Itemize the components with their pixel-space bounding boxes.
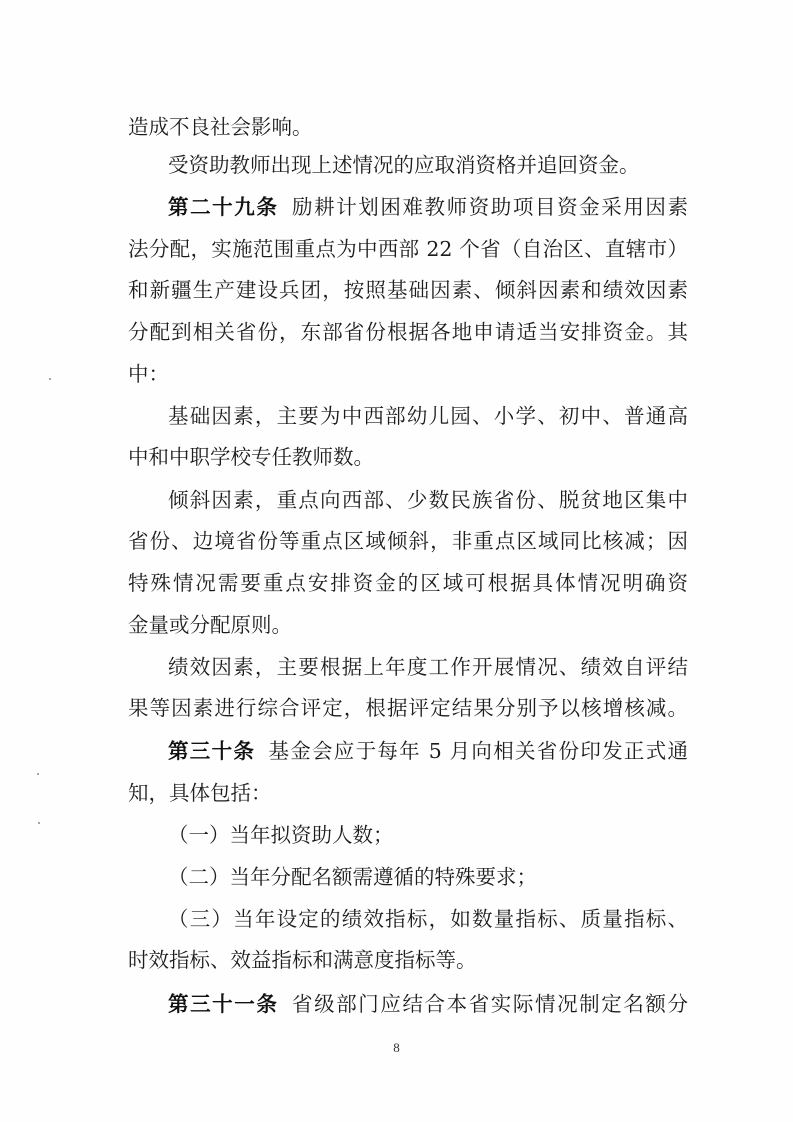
list-item: （三）当年设定的绩效指标，如数量指标、质量指标、 bbox=[168, 907, 688, 931]
text-line: 绩效因素，主要根据上年度工作开展情况、绩效自评结 bbox=[168, 655, 688, 679]
text-line: 造成不良社会影响。 bbox=[128, 115, 313, 139]
article-29-line bbox=[168, 193, 688, 221]
text-line: 受资助教师出现上述情况的应取消资格并追回资金。 bbox=[168, 153, 640, 177]
text-line: 果等因素进行综合评定，根据评定结果分别予以核增核减。 bbox=[128, 696, 688, 720]
text-line: 和新疆生产建设兵团，按照基础因素、倾斜因素和绩效因素 bbox=[128, 278, 688, 302]
article-29-heading: 第二十九条 bbox=[168, 195, 279, 219]
article-30-line bbox=[168, 737, 688, 765]
text-line: 分配到相关省份，东部省份根据各地申请适当安排资金。其 bbox=[128, 320, 688, 344]
text-line: 省份、边境省份等重点区域倾斜，非重点区域同比核减；因 bbox=[128, 529, 688, 553]
page-number: 8 bbox=[393, 1040, 400, 1055]
text-line: 中： bbox=[128, 362, 169, 386]
text-line: 特殊情况需要重点安排资金的区域可根据具体情况明确资 bbox=[128, 571, 688, 595]
text-line: 基础因素，主要为中西部幼儿园、小学、初中、普通高 bbox=[168, 404, 688, 428]
text-line: 金量或分配原则。 bbox=[128, 613, 292, 637]
text-line: 中和中职学校专任教师数。 bbox=[128, 445, 374, 469]
article-30-text: 基金会应于每年 5 月向相关省份印发正式通 bbox=[267, 739, 688, 763]
text-line: 倾斜因素，重点向西部、少数民族省份、脱贫地区集中 bbox=[168, 488, 688, 512]
article-31-line bbox=[168, 990, 688, 1018]
scan-speck bbox=[37, 773, 39, 775]
list-item: （二）当年分配名额需遵循的特殊要求； bbox=[168, 865, 537, 889]
article-31-text: 省级部门应结合本省实际情况制定名额分 bbox=[290, 992, 689, 1016]
text-line: 法分配，实施范围重点为中西部 22 个省（自治区、直辖市） bbox=[128, 237, 688, 261]
article-29-text: 励耕计划困难教师资助项目资金采用因素 bbox=[290, 195, 689, 219]
text-line: 时效指标、效益指标和满意度指标等。 bbox=[128, 948, 477, 972]
scan-speck bbox=[49, 378, 51, 380]
article-30-heading: 第三十条 bbox=[168, 739, 256, 763]
scan-speck bbox=[38, 822, 40, 824]
text-line: 知，具体包括： bbox=[128, 781, 272, 805]
list-item: （一）当年拟资助人数； bbox=[168, 823, 394, 847]
article-31-heading: 第三十一条 bbox=[168, 992, 279, 1016]
